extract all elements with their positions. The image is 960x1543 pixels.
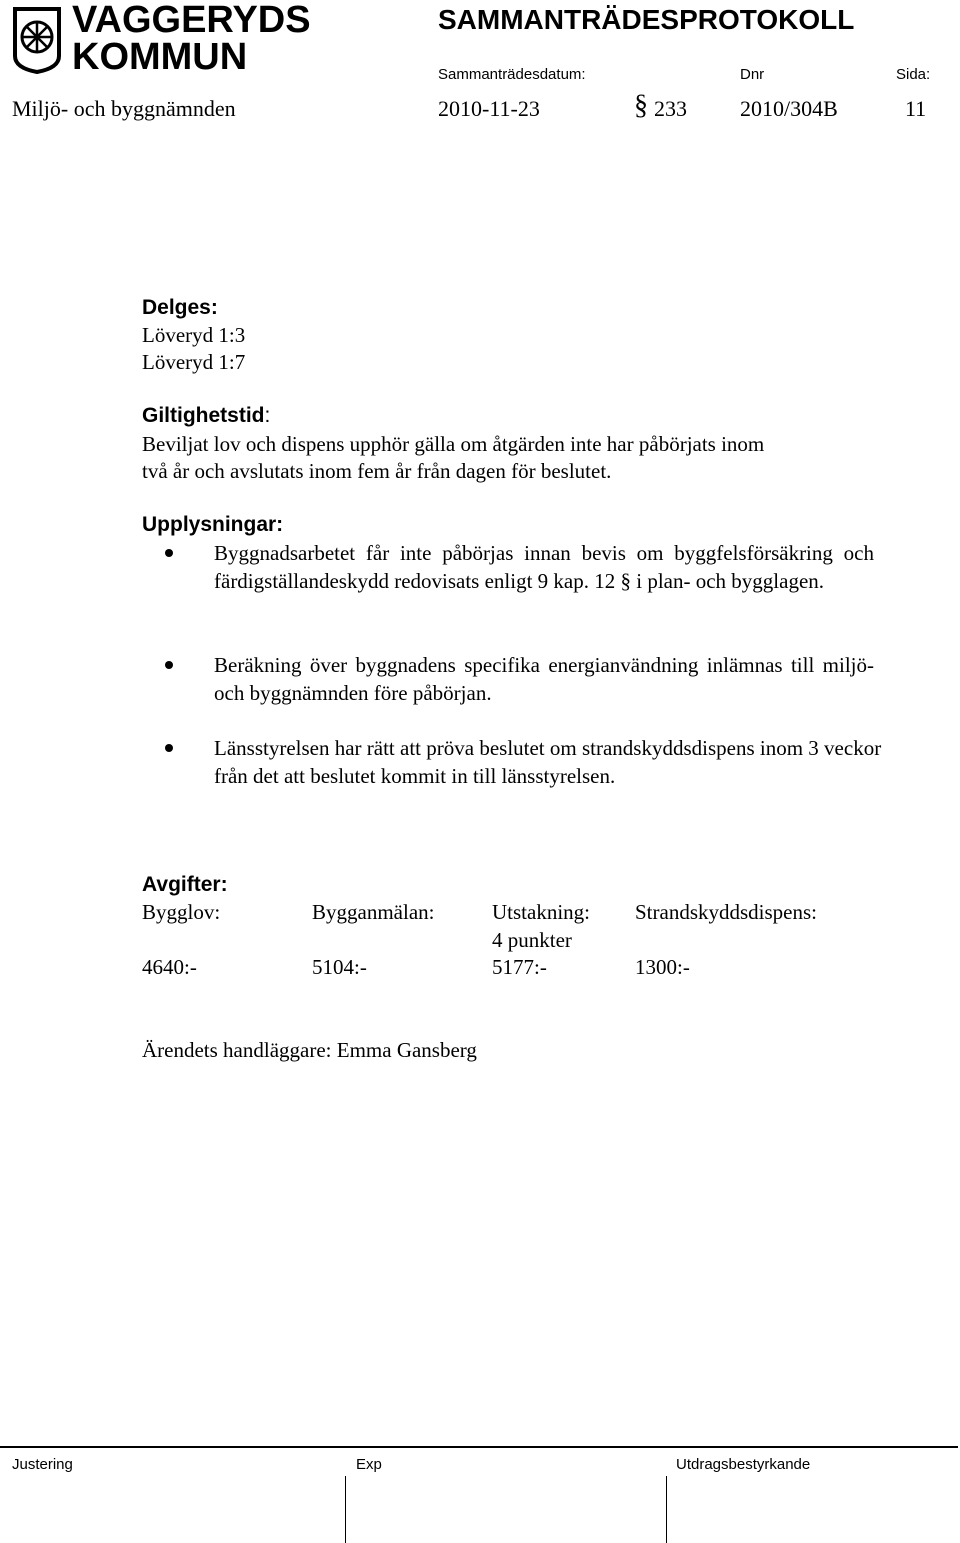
fee-label: Utstakning: <box>492 900 590 924</box>
giltighetstid-line: Beviljat lov och dispens upphör gälla om åtgärden inte har påbörjats inom <box>142 432 765 456</box>
committee-name: Miljö- och byggnämnden <box>12 96 236 121</box>
upplysningar-heading: Upplysningar: <box>142 513 284 536</box>
paragraph-number: 233 <box>654 96 687 121</box>
bullet-icon <box>165 661 173 669</box>
page-label: Sida: <box>896 66 931 83</box>
fee-sublabel: 4 punkter <box>492 928 572 952</box>
upplysning-item: Byggnadsarbetet får inte påbörjas innan bevis om byggfelsförsäkring och färdigställandeskydd redovisats enligt 9 kap. 12 § i plan- och bygglagen. <box>214 541 874 593</box>
bullet-icon <box>165 744 173 752</box>
delges-item: Löveryd 1:3 <box>142 323 246 347</box>
giltighetstid-heading-row <box>142 402 270 430</box>
upplysning-item: Länsstyrelsen har rätt att pröva beslutet om strandskyddsdispens inom 3 veckor från det att beslutet kommit in till länsstyrelsen. <box>214 736 882 788</box>
giltighetstid-line: två år och avslutats inom fem år från dagen för beslutet. <box>142 459 612 483</box>
fee-amount: 5104:- <box>312 955 367 979</box>
municipal-shield-wheel-icon <box>12 6 62 74</box>
paragraph-symbol: § <box>634 90 648 121</box>
fee-amount: 1300:- <box>635 955 690 979</box>
giltighetstid-colon: : <box>264 404 271 427</box>
fee-amount: 5177:- <box>492 955 547 979</box>
footer-exp-label: Exp <box>356 1456 382 1473</box>
dnr-value: 2010/304B <box>740 96 838 121</box>
avgifter-heading: Avgifter: <box>142 873 228 896</box>
meeting-date: 2010-11-23 <box>438 96 540 121</box>
footer-justering-label: Justering <box>12 1456 73 1473</box>
fee-label: Strandskyddsdispens: <box>635 900 818 924</box>
fee-label: Bygganmälan: <box>312 900 435 924</box>
delges-heading: Delges: <box>142 296 218 319</box>
case-officer: Ärendets handläggare: Emma Gansberg <box>142 1038 477 1062</box>
fee-label: Bygglov: <box>142 900 221 924</box>
footer-divider <box>0 1446 958 1448</box>
date-label: Sammanträdesdatum: <box>438 66 586 83</box>
logo-text-kommun: KOMMUN <box>72 36 248 78</box>
document-title: SAMMANTRÄDESPROTOKOLL <box>438 4 855 35</box>
logo-text-vaggeryds: VAGGERYDS <box>72 0 311 41</box>
footer-utdrag-label: Utdragsbestyrkande <box>676 1456 811 1473</box>
footer-column-divider <box>666 1476 667 1543</box>
page-number: 11 <box>905 96 927 121</box>
dnr-label: Dnr <box>740 66 765 83</box>
upplysning-item: Beräkning över byggnadens specifika energianvändning inlämnas till miljö- och byggnämnden före påbörjan. <box>214 653 874 705</box>
delges-item: Löveryd 1:7 <box>142 350 246 374</box>
fee-amount: 4640:- <box>142 955 197 979</box>
giltighetstid-heading: Giltighetstid <box>142 404 265 427</box>
bullet-icon <box>165 549 173 557</box>
footer-column-divider <box>345 1476 346 1543</box>
